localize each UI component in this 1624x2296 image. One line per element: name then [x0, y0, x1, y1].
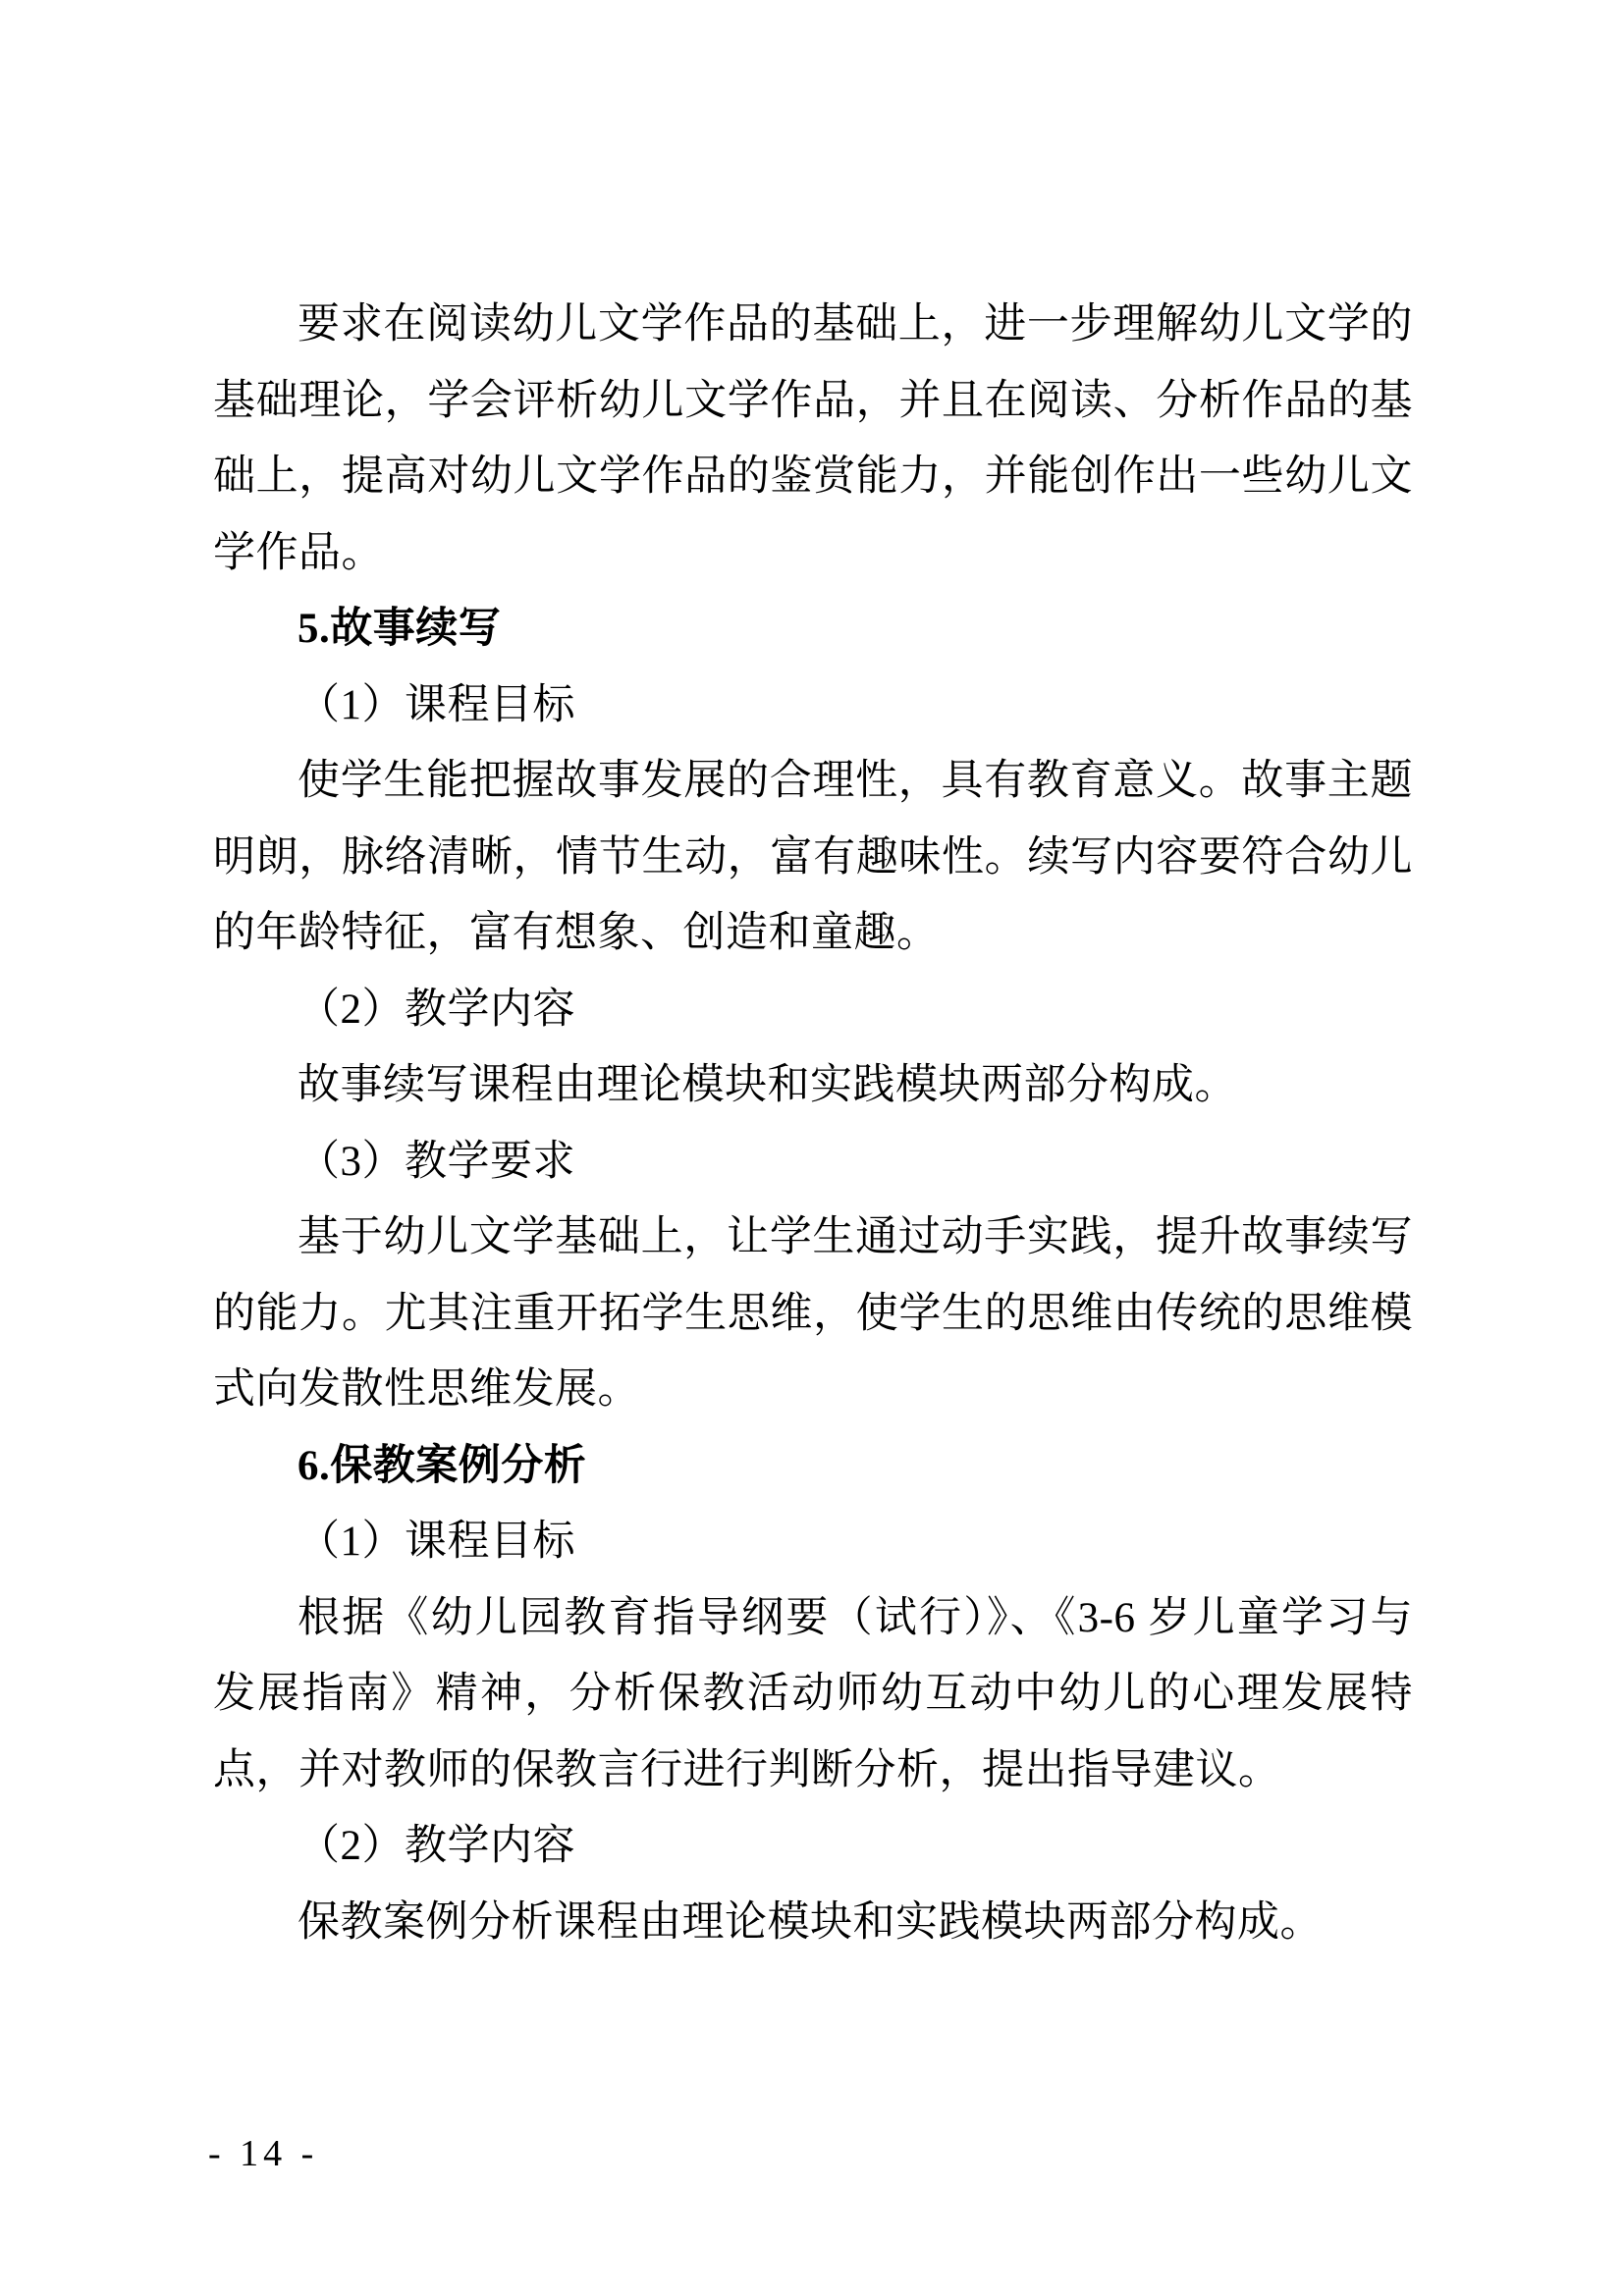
- section-heading-6: 6.保教案例分析: [298, 1442, 587, 1489]
- sub-heading-6-1: （1）课程目标: [298, 1519, 575, 1565]
- paragraph-5-teaching-content: 故事续写课程由理论模块和实践模块两部分构成。: [298, 1062, 1237, 1108]
- paragraph-5-course-goal: 使学生能把握故事发展的合理性，具有教育意义。故事主题明朗，脉络清晰，情节生动，富有趣味性。续写内容要符合幼儿的年龄特征，富有想象、创造和童趣。: [213, 758, 1413, 956]
- paragraph-6-course-goal: 根据《幼儿园教育指导纲要（试行）》、《3-6 岁儿童学习与发展指南》精神，分析保教活动师幼互动中幼儿的心理发展特点，并对教师的保教言行进行判断分析，提出指导建议。: [213, 1594, 1413, 1793]
- page-number: - 14 -: [208, 2133, 319, 2174]
- section-heading-5: 5.故事续写: [298, 606, 502, 652]
- paragraph-intro-requirements: 要求在阅读幼儿文学作品的基础上，进一步理解幼儿文学的基础理论，学会评析幼儿文学作品，并且在阅读、分析作品的基础上，提高对幼儿文学作品的鉴赏能力，并能创作出一些幼儿文学作品。: [213, 301, 1413, 576]
- paragraph-5-teaching-requirements: 基于幼儿文学基础上，让学生通过动手实践，提升故事续写的能力。尤其注重开拓学生思维，使学生的思维由传统的思维模式向发散性思维发展。: [213, 1214, 1413, 1413]
- sub-heading-6-2: （2）教学内容: [298, 1823, 575, 1869]
- sub-heading-5-2: （2）教学内容: [298, 986, 575, 1033]
- sub-heading-5-1: （1）课程目标: [298, 681, 575, 728]
- paragraph-6-teaching-content: 保教案例分析课程由理论模块和实践模块两部分构成。: [298, 1898, 1323, 1946]
- document-body: [213, 287, 1413, 1960]
- sub-heading-5-3: （3）教学要求: [298, 1138, 575, 1185]
